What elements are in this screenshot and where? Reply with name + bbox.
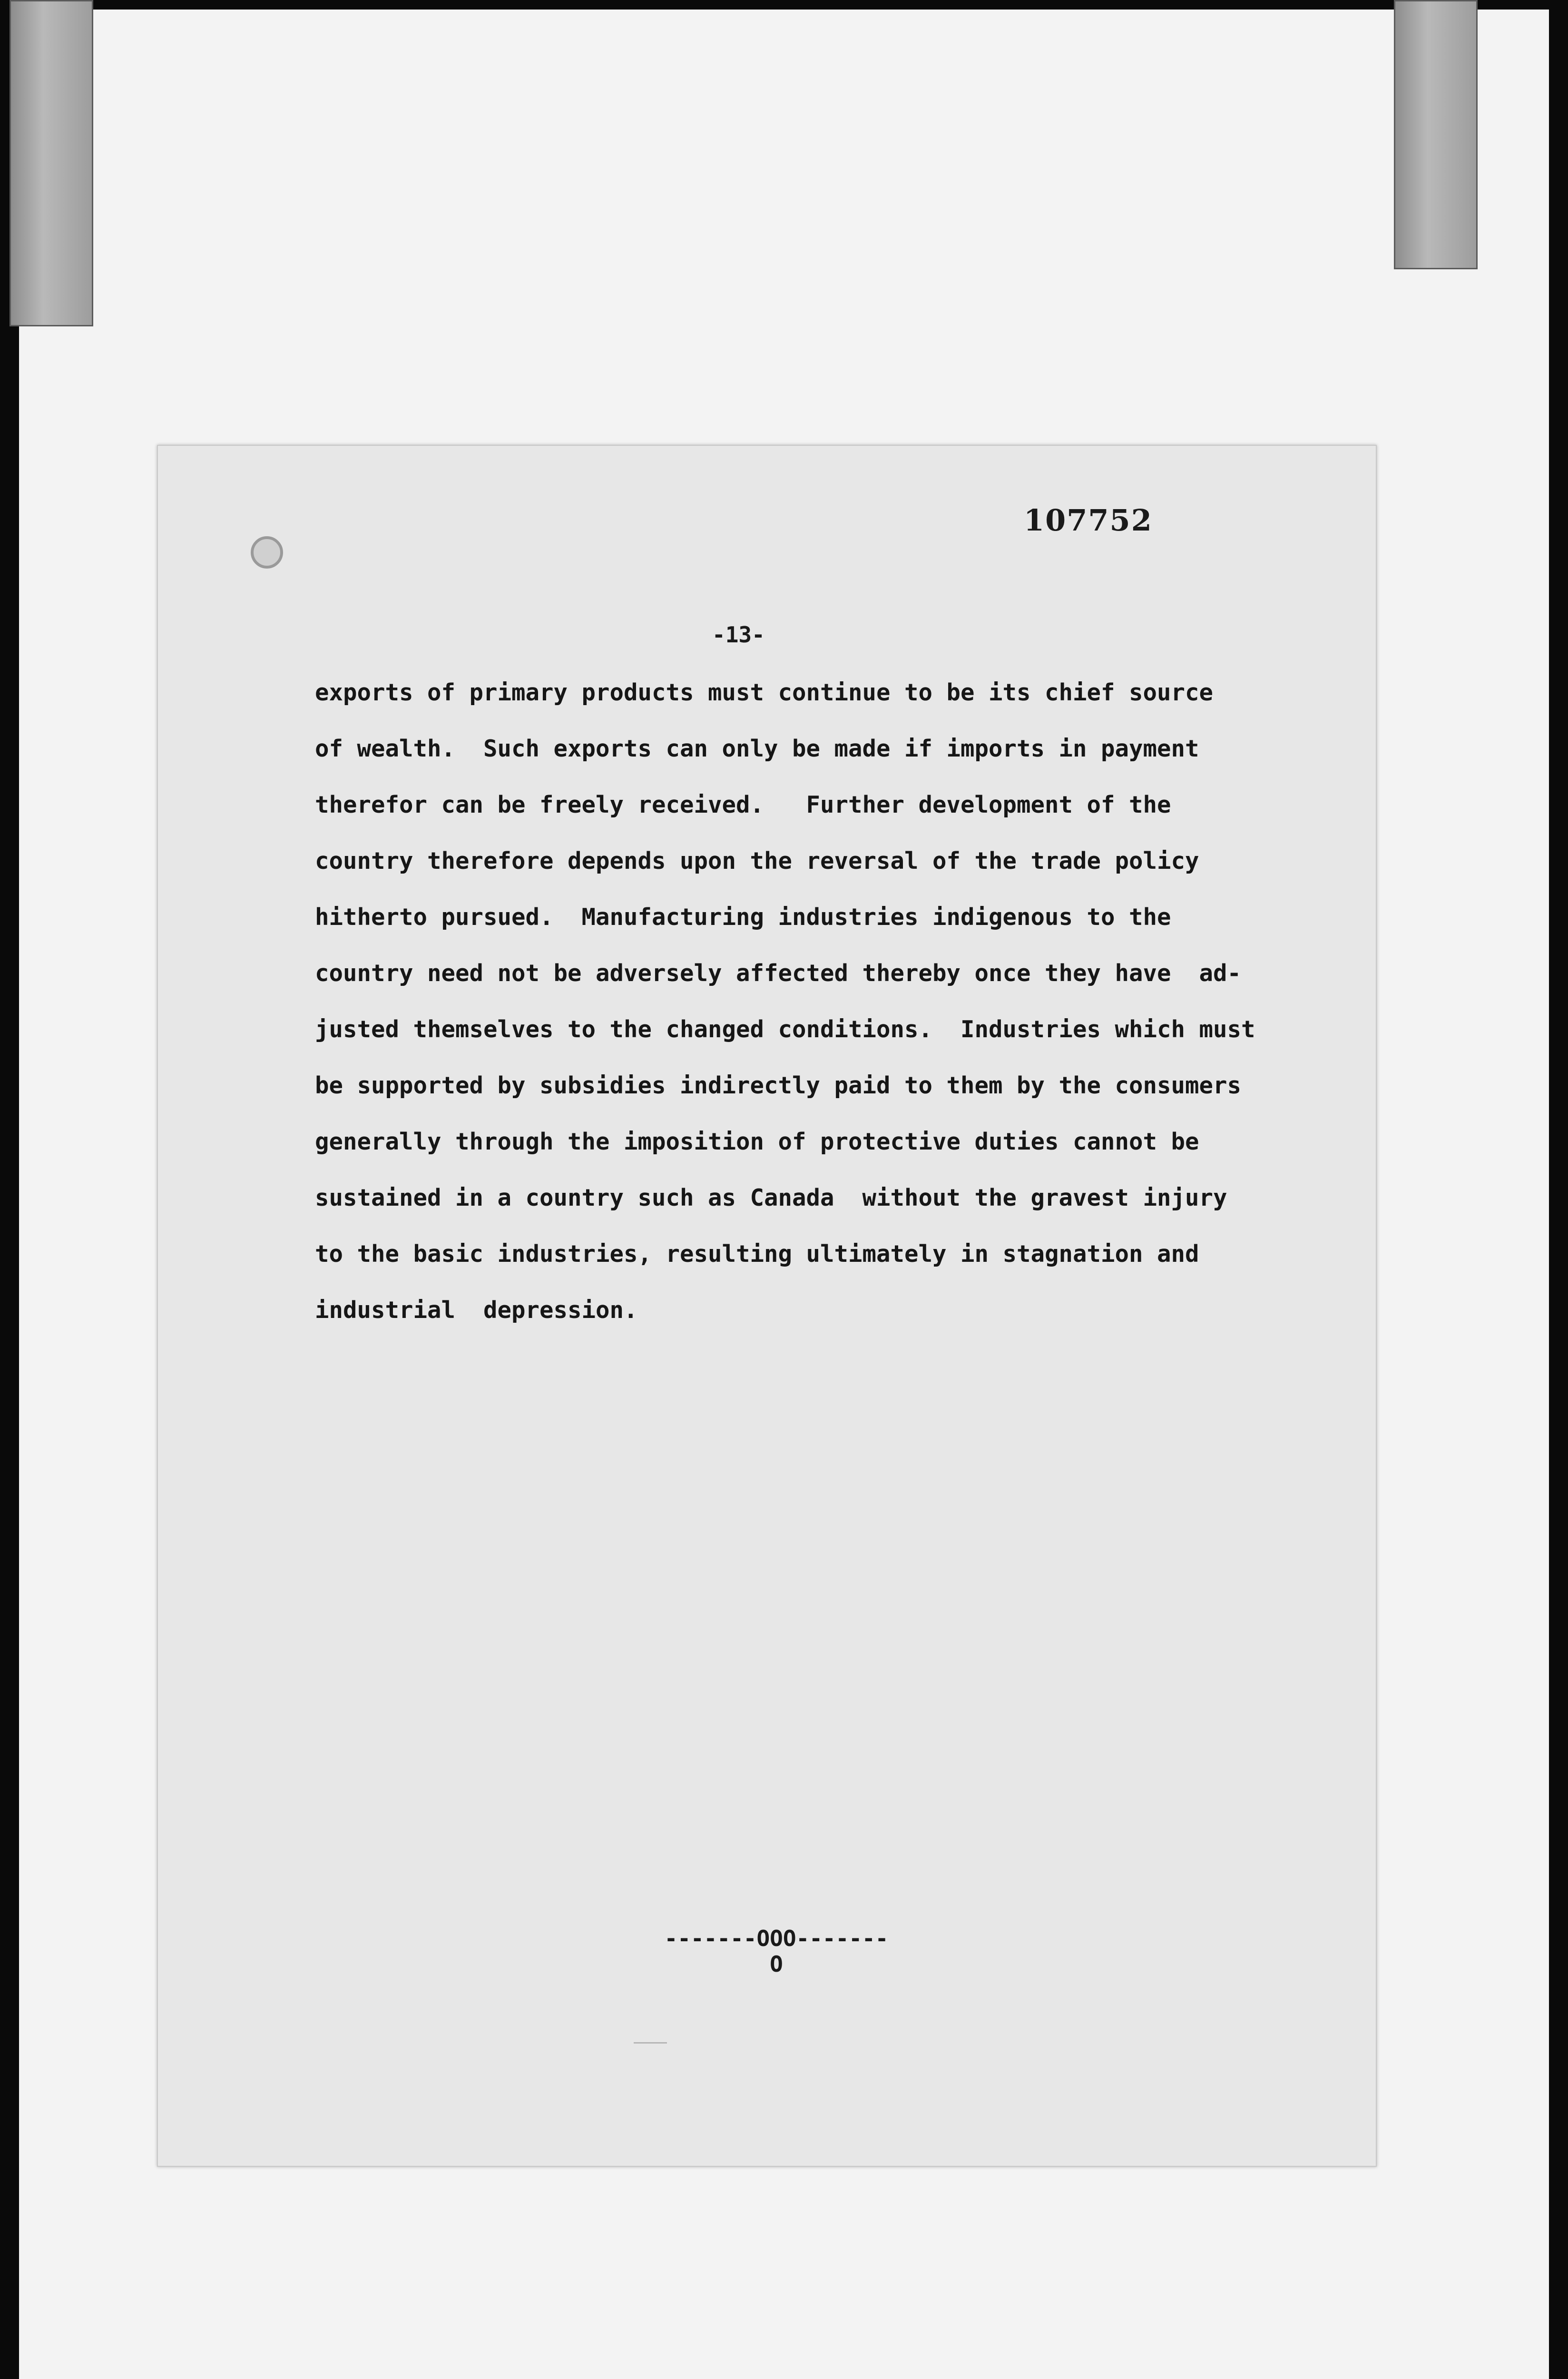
- closing-mark-dashes: -------OOO-------: [664, 1926, 889, 1951]
- text-line: of wealth. Such exports can only be made if imports in payment: [315, 735, 1199, 762]
- text-line: justed themselves to the changed conditions. Industries which must: [315, 1016, 1255, 1043]
- punch-hole-icon: [251, 536, 283, 569]
- closing-mark-circle: O: [770, 1951, 783, 1977]
- tape-strip-top-right: [1394, 0, 1478, 269]
- document-number: 107752: [1024, 503, 1153, 538]
- text-line: industrial depression.: [315, 1297, 638, 1324]
- text-line: sustained in a country such as Canada without the gravest injury: [315, 1184, 1227, 1211]
- tape-strip-top-left: [10, 0, 93, 326]
- text-line: hitherto pursued. Manufacturing industries indigenous to the: [315, 904, 1171, 931]
- text-line: country need not be adversely affected thereby once they have ad-: [315, 960, 1242, 987]
- text-line: generally through the imposition of protective duties cannot be: [315, 1128, 1199, 1155]
- text-line: therefor can be freely received. Further development of the: [315, 791, 1171, 818]
- body-text: [315, 665, 1333, 1338]
- text-line: to the basic industries, resulting ultimately in stagnation and: [315, 1240, 1199, 1268]
- document-page: [157, 445, 1377, 2167]
- text-line: exports of primary products must continue to be its chief source: [315, 679, 1214, 706]
- page-number: -13-: [712, 622, 765, 648]
- text-line: be supported by subsidies indirectly paid to them by the consumers: [315, 1072, 1242, 1099]
- stray-mark: [634, 2042, 667, 2044]
- text-line: country therefore depends upon the reversal of the trade policy: [315, 847, 1199, 875]
- closing-mark: [657, 1926, 895, 1977]
